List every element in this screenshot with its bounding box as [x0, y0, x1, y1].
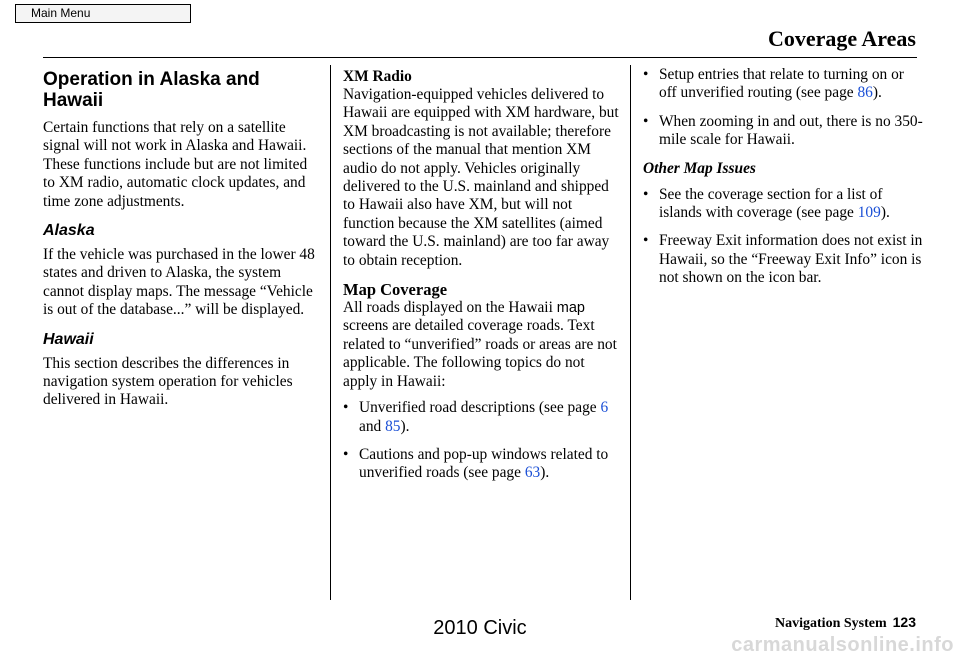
list-item	[343, 446, 619, 483]
list-item-text: Setup entries that relate to turning on or off unverified routing (see page	[659, 66, 904, 102]
list-item	[643, 232, 923, 287]
section-heading-alaska-hawaii: Operation in Alaska and Hawaii	[43, 69, 260, 111]
page-title: Coverage Areas	[767, 26, 916, 51]
bullet: •	[343, 445, 349, 463]
page-link-63[interactable]: 63	[524, 464, 541, 482]
title-rule	[43, 57, 917, 58]
map-coverage-paragraph	[343, 299, 619, 391]
map-coverage-text-end: screens are detailed coverage roads. Text related to “unverified” roads or areas are not applicable. The following topics do not apply in Hawaii:	[343, 317, 617, 390]
bullet: •	[643, 112, 649, 130]
model-watermark: 2010 Civic	[433, 617, 527, 639]
list-item-text: See the coverage section for a list of islands with coverage (see page	[659, 185, 883, 222]
footer-section-name: Navigation System	[775, 616, 887, 631]
map-coverage-text-start: All roads displayed on the Hawaii	[343, 299, 553, 317]
site-watermark: carmanualsonline.info	[731, 634, 954, 655]
not-applicable-list	[343, 399, 619, 483]
list-item	[343, 399, 619, 436]
page-link-86[interactable]: 86	[857, 84, 873, 102]
list-item-text: When zooming in and out, there is no 350-mile scale for Hawaii.	[659, 112, 923, 149]
page-link-109[interactable]: 109	[857, 204, 881, 222]
list-item	[643, 66, 923, 103]
column-3	[643, 66, 923, 298]
subheading-hawaii: Hawaii	[43, 330, 94, 348]
page-link-6[interactable]: 6	[600, 399, 609, 417]
xm-radio-paragraph: Navigation-equipped vehicles delivered to Hawaii are equipped with XM hardware, but XM broadcasting is not available; therefore sections of the manual that mention XM audio do not apply. Vehicles originally delivered to the U.S. mainland and shipped to Hawaii also have XM, but will not function because the XM satellites (aimed toward the U.S. mainland) are too far away to obtain reception.	[343, 86, 619, 269]
bullet: •	[343, 399, 349, 417]
bullet: •	[643, 232, 649, 250]
footer-page-info	[775, 614, 916, 632]
list-item	[643, 113, 923, 150]
list-item-text: ).	[872, 84, 882, 102]
subheading-map-coverage: Map Coverage	[343, 280, 448, 300]
subheading-other-map-issues: Other Map Issues	[643, 159, 756, 177]
list-item-text: Cautions and pop-up windows related to unverified roads (see page	[359, 445, 609, 482]
column-divider-left	[330, 65, 331, 600]
page-number: 123	[892, 614, 916, 630]
not-applicable-list-continued	[643, 66, 923, 150]
list-item-text: ).	[540, 464, 550, 482]
page-link-85[interactable]: 85	[385, 417, 401, 435]
main-menu-button[interactable]: Main Menu	[15, 4, 191, 23]
column-2	[343, 66, 619, 493]
subheading-xm-radio: XM Radio	[343, 68, 412, 85]
list-item-text: Unverified road descriptions (see page	[359, 399, 597, 417]
intro-paragraph: Certain functions that rely on a satellite signal will not work in Alaska and Hawaii. These functions include but are not limited to XM radio, automatic clock updates, and time zone adjustments.	[43, 119, 308, 210]
column-divider-right	[630, 65, 631, 600]
other-map-issues-list	[643, 186, 923, 288]
subheading-alaska: Alaska	[43, 222, 95, 240]
bullet: •	[643, 66, 649, 83]
list-item-text: and	[359, 417, 382, 435]
alaska-paragraph: If the vehicle was purchased in the lower 48 states and driven to Alaska, the system cannot display maps. The message “Vehicle is out of the database...” will be displayed.	[43, 246, 315, 319]
map-word: map	[556, 300, 585, 317]
list-item-text: ).	[880, 204, 890, 222]
hawaii-paragraph: This section describes the differences in navigation system operation for vehicles delivered in Hawaii.	[43, 354, 293, 409]
list-item-text: ).	[400, 417, 410, 435]
list-item	[643, 186, 923, 223]
bullet: •	[643, 185, 649, 203]
list-item-text: Freeway Exit information does not exist in Hawaii, so the “Freeway Exit Info” icon is not shown on the icon bar.	[659, 232, 923, 287]
column-1	[43, 66, 320, 418]
